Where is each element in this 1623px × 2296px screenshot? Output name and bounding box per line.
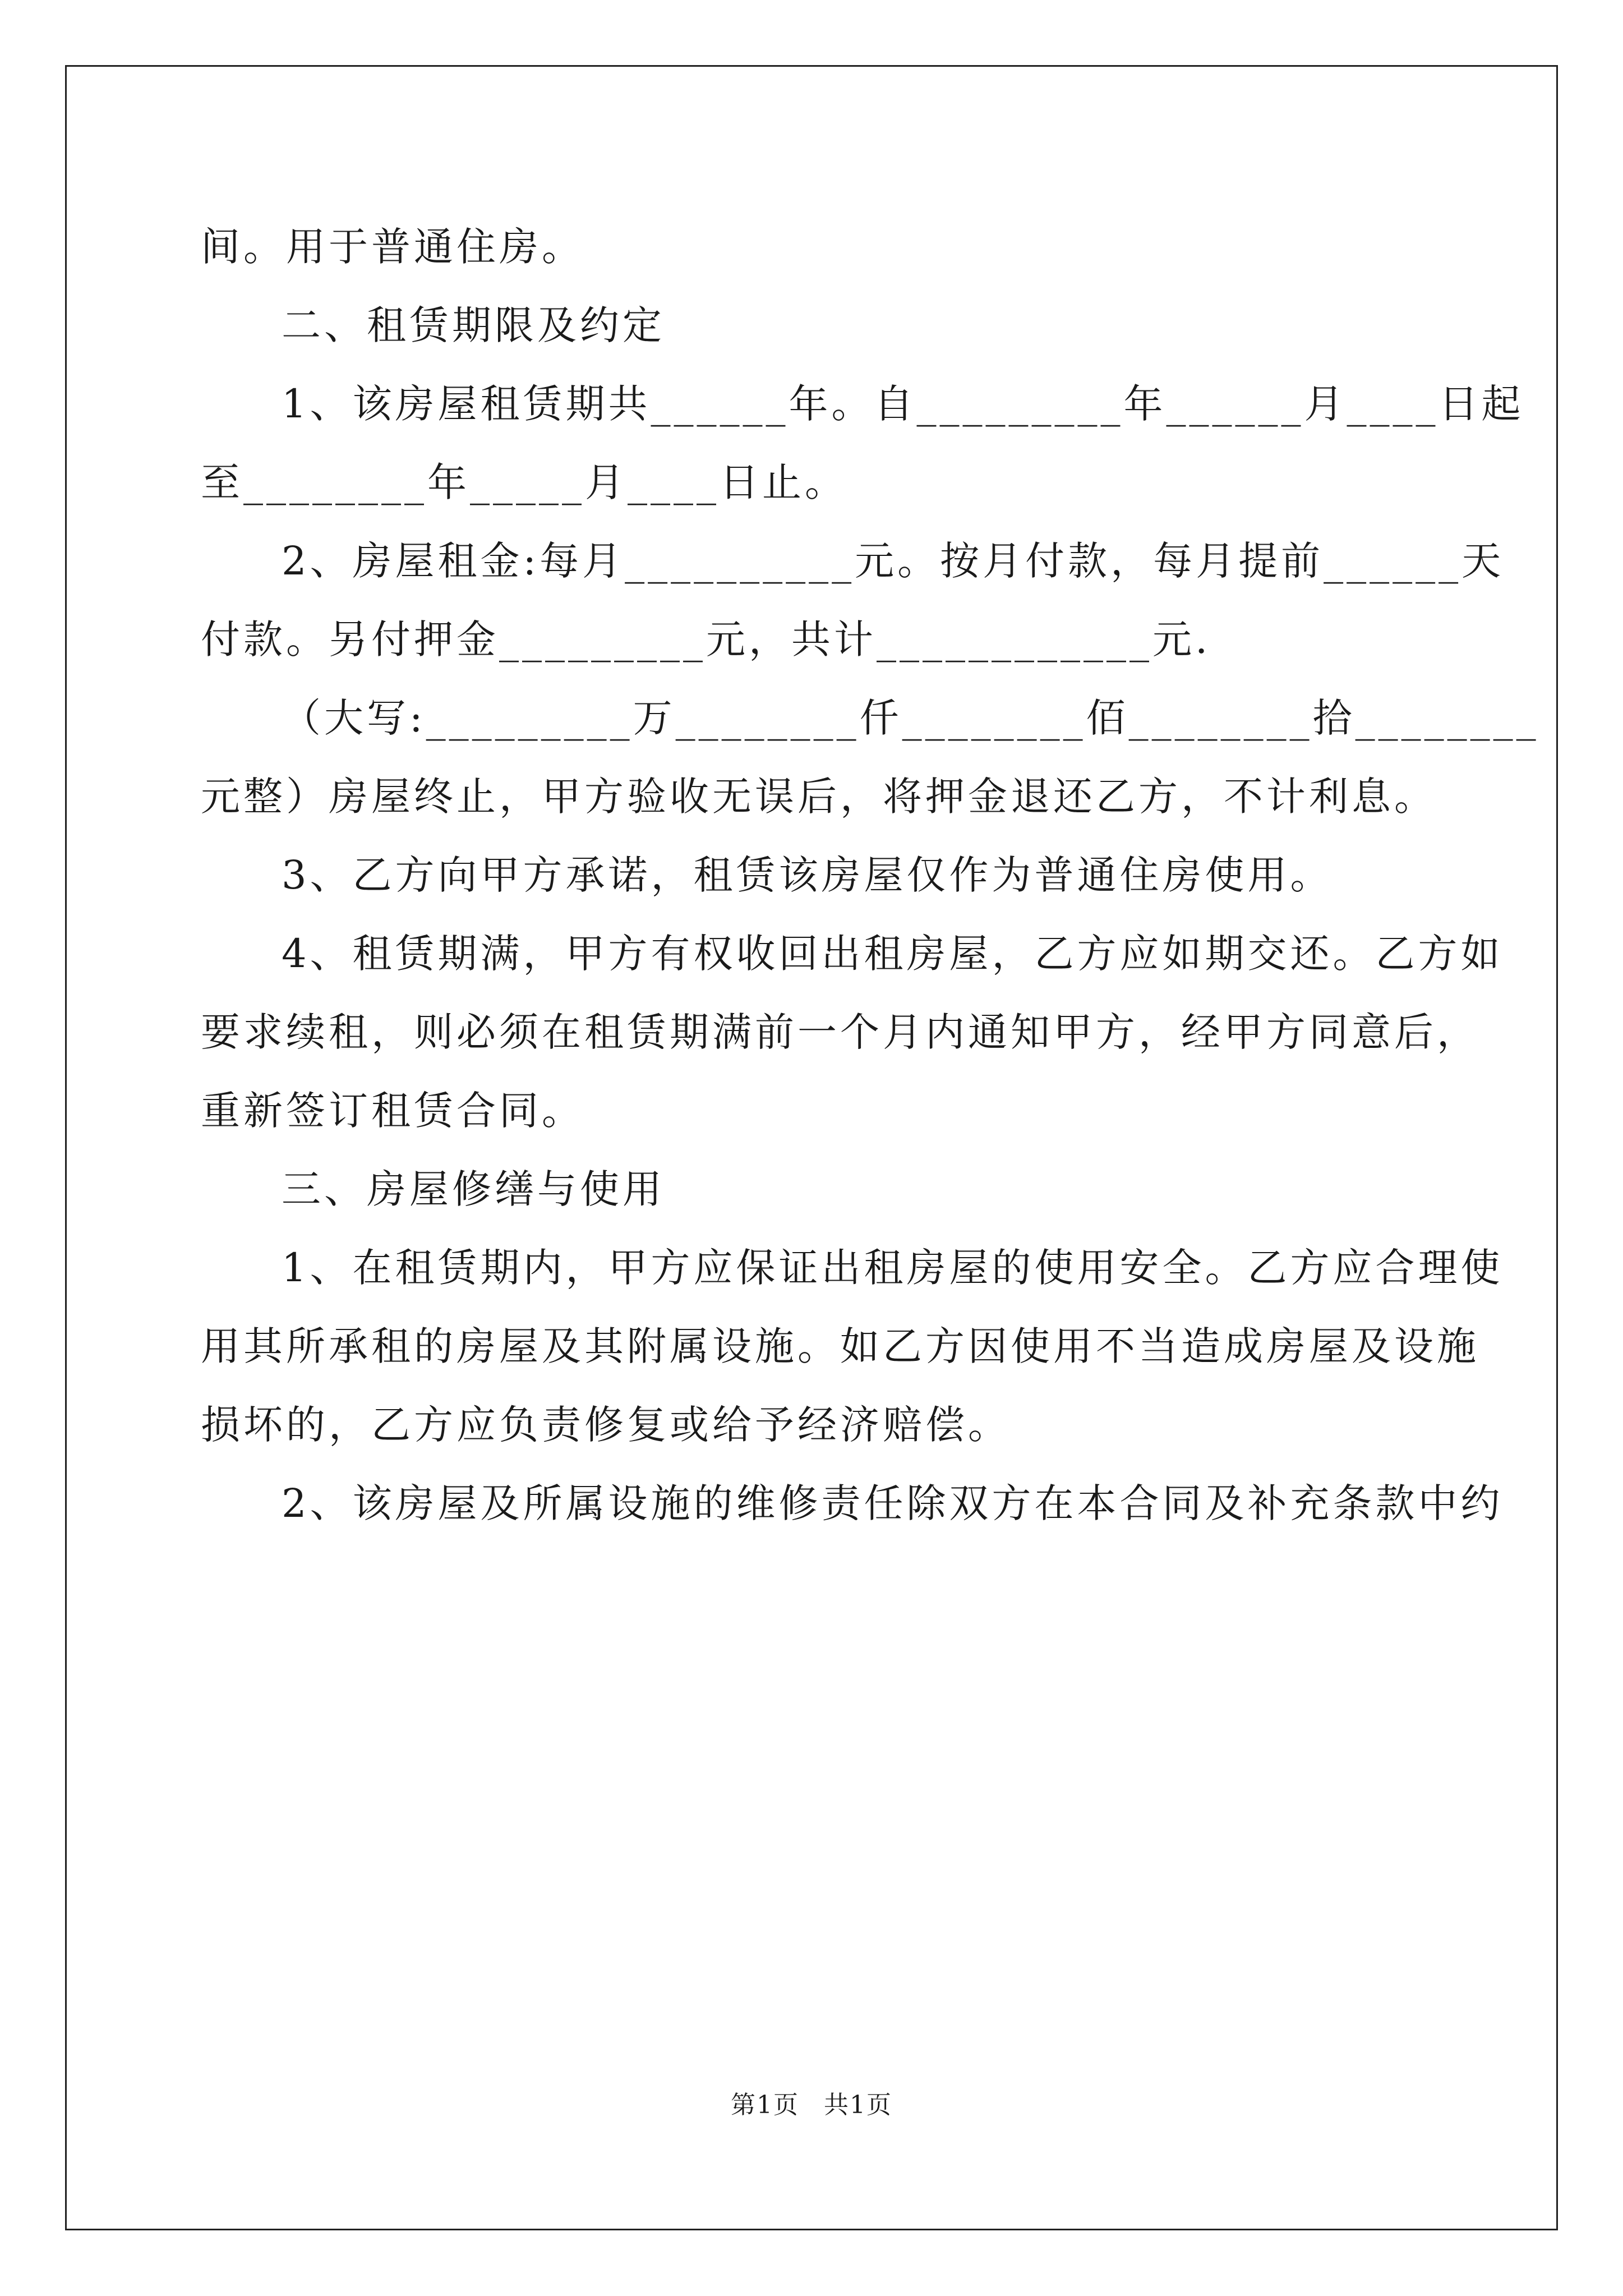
paragraph-line: 1、在租赁期内，甲方应保证出租房屋的使用安全。乙方应合理使 (282, 1245, 1504, 1291)
paragraph-line: 3、乙方向甲方承诺，租赁该房屋仅作为普通住房使用。 (282, 852, 1333, 898)
section-heading: 二、租赁期限及约定 (282, 302, 665, 348)
page-number-current: 第1页 (731, 2091, 799, 2119)
section-heading: 三、房屋修缮与使用 (282, 1166, 665, 1212)
paragraph-line: 用其所承租的房屋及其附属设施。如乙方因使用不当造成房屋及设施 (201, 1323, 1479, 1369)
document-body (201, 208, 1539, 1543)
paragraph-line: 重新签订租赁合同。 (201, 1088, 584, 1134)
paragraph-line: 损坏的，乙方应负责修复或给予经济赔偿。 (201, 1402, 1011, 1448)
paragraph-line: 元整）房屋终止，甲方验收无误后，将押金退还乙方，不计利息。 (201, 774, 1437, 820)
paragraph-line: 1、该房屋租赁期共______年。自_________年______月____日起 (282, 381, 1524, 427)
paragraph-line: 要求续租，则必须在租赁期满前一个月内通知甲方，经甲方同意后， (201, 1009, 1479, 1055)
paragraph-line: （大写:_________万________仟________佰________拾________ (282, 695, 1539, 741)
paragraph-line: 付款。另付押金_________元，共计____________元. (201, 616, 1211, 662)
paragraph-line: 2、该房屋及所属设施的维修责任除双方在本合同及补充条款中约 (282, 1480, 1504, 1526)
paragraph-line: 4、租赁期满，甲方有权收回出租房屋，乙方应如期交还。乙方如 (282, 931, 1504, 977)
page-number-total: 共1页 (824, 2091, 892, 2119)
page-footer (0, 2085, 1623, 2120)
paragraph-line: 2、房屋租金:每月__________元。按月付款，每月提前______天 (282, 538, 1505, 584)
paragraph-line: 间。用于普通住房。 (201, 224, 584, 270)
paragraph-line: 至________年_____月____日止。 (201, 459, 847, 505)
